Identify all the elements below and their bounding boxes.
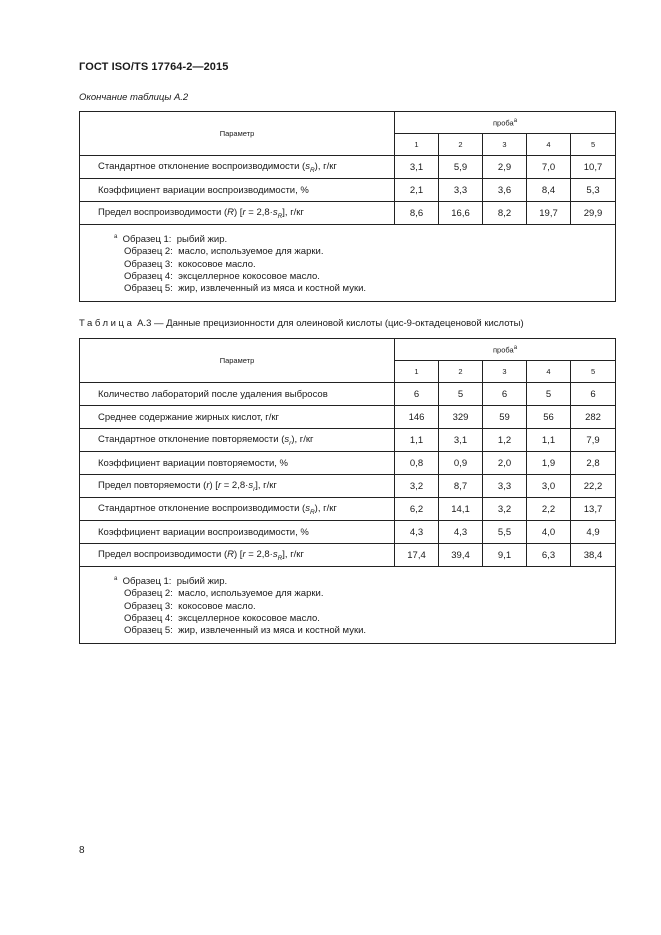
footnote-text: Образец 2: масло, используемое для жарки. [124,246,324,258]
row-value: 146 [395,406,439,429]
table-a2-notes [80,225,616,302]
sample-number-3: 3 [483,134,527,156]
table-a3 [79,338,615,644]
row-value: 282 [571,406,616,429]
row-value: 4,0 [527,521,571,544]
footnote-text: Образец 5: жир, извлеченный из мяса и костной муки. [124,282,367,294]
row-label: Коэффициент вариации воспроизводимости, % [80,179,395,202]
row-value: 2,9 [483,156,527,179]
sample-number-3: 3 [483,361,527,383]
row-label: Стандартное отклонение повторяемости $(s_r)$, г/кг [80,429,395,452]
row-value: 2,1 [395,179,439,202]
row-value: 1,1 [395,429,439,452]
table-row [80,179,616,202]
row-label: Среднее содержание жирных кислот, г/кг [80,406,395,429]
row-value: 1,1 [527,429,571,452]
row-value: 8,7 [439,475,483,498]
row-value: 3,6 [483,179,527,202]
table-row [80,452,616,475]
table-row [80,521,616,544]
sample-group-header [395,339,616,361]
row-value: 22,2 [571,475,616,498]
footnote-line [114,246,615,258]
row-value: 2,8 [571,452,616,475]
footnote-line [114,231,615,246]
table-row [80,544,616,567]
footnote-text: Образец 1: рыбий жир. [122,576,228,588]
row-value: 38,4 [571,544,616,567]
document-title: ГОСТ ISO/TS 17764-2—2015 [79,61,229,73]
sample-group-header [395,112,616,134]
row-value: 19,7 [527,202,571,225]
row-value: 5 [439,383,483,406]
row-value: 17,4 [395,544,439,567]
footnote-text: Образец 1: рыбий жир. [122,234,228,246]
row-label: Коэффициент вариации воспроизводимости, % [80,521,395,544]
footnote-text: Образец 3: кокосовое масло. [124,600,256,612]
row-value: 3,0 [527,475,571,498]
table-row [80,406,616,429]
row-value: 4,3 [395,521,439,544]
row-value: 16,6 [439,202,483,225]
table-row [80,156,616,179]
row-label: Стандартное отклонение воспроизводимости $(s_R)$, г/кг [80,498,395,521]
table-a2-grid [79,111,616,302]
row-value: 6,3 [527,544,571,567]
row-value: 3,3 [483,475,527,498]
table-row [80,429,616,452]
row-value: 29,9 [571,202,616,225]
row-value: 4,3 [439,521,483,544]
sample-number-1: 1 [395,134,439,156]
footnote-line [114,259,615,271]
footnote-line [114,601,615,613]
footnote-mark: a [114,576,118,582]
row-label: Предел воспроизводимости (R) $[r = 2,8\cdot s_R]$, г/кг [80,202,395,225]
page-number: 8 [79,845,85,856]
sample-number-5: 5 [571,134,616,156]
sample-group-label: проба [493,345,514,355]
footnote-text: Образец 3: кокосовое масло. [124,258,256,270]
table-a3-caption-text: А.3 — Данные прецизионности для олеиновой кислоты (цис-9-октадеценовой кислоты) [134,318,524,329]
row-value: 3,2 [483,498,527,521]
row-value: 3,1 [439,429,483,452]
sample-number-2: 2 [439,134,483,156]
footnote-line [114,271,615,283]
row-value: 5 [527,383,571,406]
row-value: 5,9 [439,156,483,179]
table-a3-grid [79,338,616,644]
sample-group-label: проба [493,118,514,128]
table-a3-notes [80,567,616,644]
row-value: 59 [483,406,527,429]
row-label: Коэффициент вариации повторяемости, % [80,452,395,475]
row-label: Стандартное отклонение воспроизводимости $(s_R)$, г/кг [80,156,395,179]
row-value: 0,8 [395,452,439,475]
row-value: 6 [483,383,527,406]
row-value: 7,9 [571,429,616,452]
row-value: 6 [571,383,616,406]
footnote-mark: a [513,344,518,351]
row-value: 56 [527,406,571,429]
footnote-line [114,613,615,625]
footnote-text: Образец 2: масло, используемое для жарки. [124,588,324,600]
param-header: Параметр [80,339,395,383]
table-a3-caption-prefix: Таблица [79,318,135,329]
sample-number-4: 4 [527,134,571,156]
row-value: 3,3 [439,179,483,202]
row-value: 2,0 [483,452,527,475]
row-value: 3,1 [395,156,439,179]
row-value: 2,2 [527,498,571,521]
row-value: 14,1 [439,498,483,521]
row-label: Предел повторяемости (r) $[r = 2,8\cdot s_r]$, г/кг [80,475,395,498]
footnote-line [114,283,615,295]
table-a3-body [80,383,616,567]
row-value: 0,9 [439,452,483,475]
row-value: 4,9 [571,521,616,544]
row-value: 10,7 [571,156,616,179]
footnote-mark: a [513,117,518,124]
table-row [80,383,616,406]
row-value: 329 [439,406,483,429]
row-value: 1,2 [483,429,527,452]
table-a2 [79,111,615,302]
table-a3-caption [79,318,524,329]
row-value: 8,4 [527,179,571,202]
footnote-line [114,588,615,600]
row-value: 8,6 [395,202,439,225]
row-value: 39,4 [439,544,483,567]
row-value: 8,2 [483,202,527,225]
row-value: 5,3 [571,179,616,202]
footnote-text: Образец 4: эксцеллерное кокосовое масло. [124,612,320,624]
param-header: Параметр [80,112,395,156]
sample-number-1: 1 [395,361,439,383]
sample-number-5: 5 [571,361,616,383]
row-value: 3,2 [395,475,439,498]
table-row [80,498,616,521]
footnote-mark: a [114,234,118,240]
row-value: 7,0 [527,156,571,179]
table-row [80,475,616,498]
table-row [80,202,616,225]
footnote-line [114,573,615,588]
row-value: 1,9 [527,452,571,475]
table-a2-caption: Окончание таблицы А.2 [79,92,189,103]
row-value: 6,2 [395,498,439,521]
row-label: Предел воспроизводимости (R) $[r = 2,8\cdot s_R]$, г/кг [80,544,395,567]
row-value: 9,1 [483,544,527,567]
row-value: 6 [395,383,439,406]
table-a2-body [80,156,616,225]
footnote-line [114,625,615,637]
sample-number-4: 4 [527,361,571,383]
footnote-text: Образец 4: эксцеллерное кокосовое масло. [124,270,320,282]
row-value: 5,5 [483,521,527,544]
footnote-text: Образец 5: жир, извлеченный из мяса и костной муки. [124,624,367,636]
row-label: Количество лабораторий после удаления выбросов [80,383,395,406]
sample-number-2: 2 [439,361,483,383]
row-value: 13,7 [571,498,616,521]
